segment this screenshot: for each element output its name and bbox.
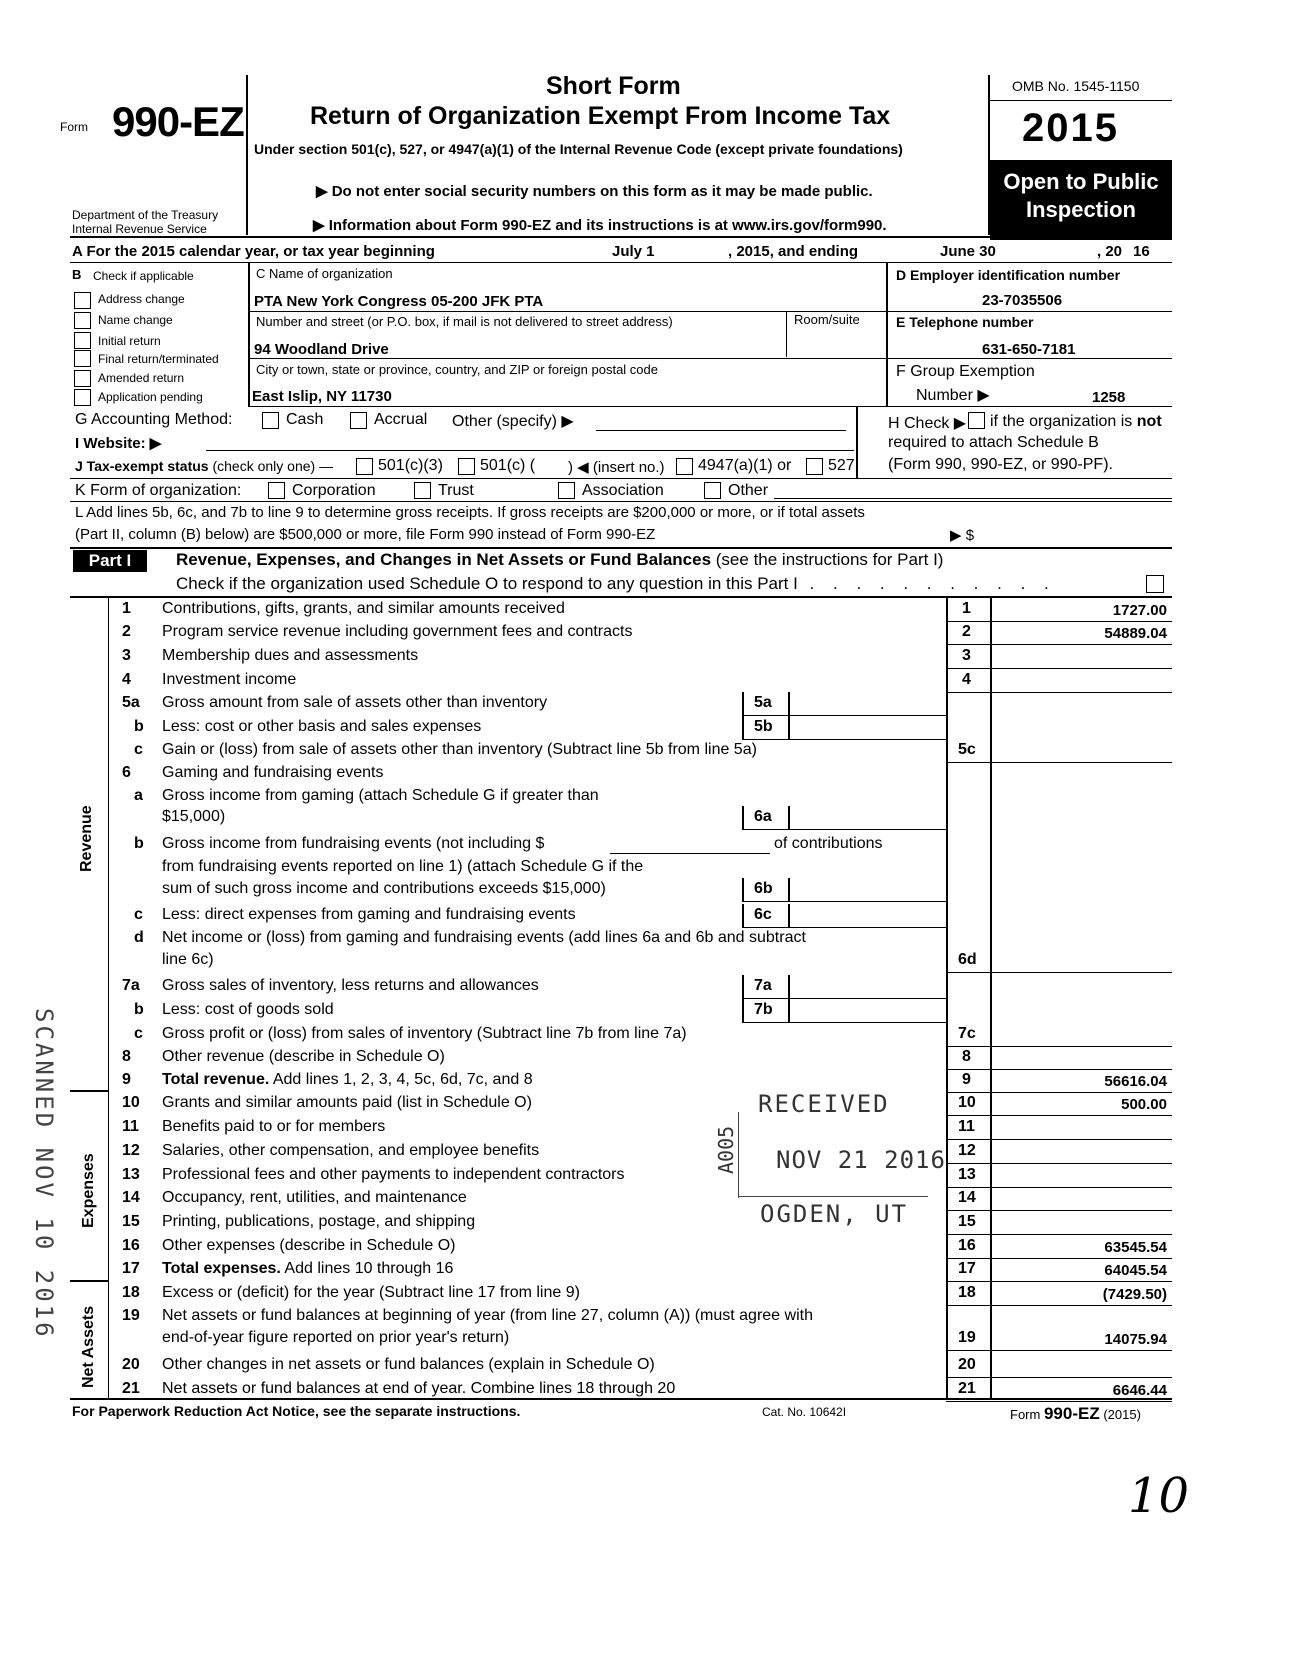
527-checkbox[interactable] xyxy=(806,458,823,475)
room-suite-label: Room/suite xyxy=(794,312,860,327)
schedule-b-checkbox[interactable] xyxy=(968,412,985,429)
subline-box-label: 6b xyxy=(754,880,773,897)
line-amount[interactable]: 14075.94 xyxy=(1104,1331,1167,1348)
phone-value[interactable]: 631-650-7181 xyxy=(982,341,1076,358)
501c-label: 501(c) ( xyxy=(480,457,536,474)
part-1-badge: Part I xyxy=(73,550,147,572)
net-assets-side-label: Net Assets xyxy=(80,1305,97,1388)
form-title: Return of Organization Exempt From Income Tax xyxy=(310,102,891,130)
line-number: 14 xyxy=(122,1189,140,1206)
line-description-tail: of contributions xyxy=(774,835,883,852)
street-label: Number and street (or P.O. box, if mail is not delivered to street address) xyxy=(256,314,673,329)
line-number: 16 xyxy=(122,1237,140,1254)
org-name[interactable]: PTA New York Congress 05-200 JFK PTA xyxy=(254,293,544,310)
line-number: 21 xyxy=(122,1380,140,1397)
corporation-label: Corporation xyxy=(292,482,376,499)
501c-checkbox[interactable] xyxy=(458,458,475,475)
line-box-label: 11 xyxy=(958,1118,975,1135)
line-description: Professional fees and other payments to independent contractors xyxy=(162,1166,625,1183)
line-number: 2 xyxy=(122,623,131,640)
corporation-checkbox[interactable] xyxy=(268,482,285,499)
line-a-mid: , 2015, and ending xyxy=(728,243,859,260)
expenses-side-label: Expenses xyxy=(80,1153,97,1228)
line-number: 3 xyxy=(122,647,131,664)
line-box-label: 14 xyxy=(958,1189,976,1206)
line-box-label: 12 xyxy=(958,1142,976,1159)
application-pending-label: Application pending xyxy=(98,390,203,404)
line-box-label: 3 xyxy=(962,647,971,664)
line-box-label: 17 xyxy=(958,1260,976,1277)
trust-checkbox[interactable] xyxy=(414,482,431,499)
final-return-checkbox[interactable] xyxy=(74,350,91,367)
part-1-title: Revenue, Expenses, and Changes in Net Assets or Fund Balances (see the instructions for Part I) xyxy=(176,550,944,569)
accrual-label: Accrual xyxy=(374,411,428,428)
line-description: Contributions, gifts, grants, and similar amounts received xyxy=(162,600,565,617)
line-number: 19 xyxy=(122,1307,140,1324)
line-number: 5a xyxy=(122,694,140,711)
501c3-label: 501(c)(3) xyxy=(378,457,443,474)
line-box-label: 6d xyxy=(958,951,977,968)
line-amount[interactable]: 63545.54 xyxy=(1104,1239,1167,1256)
line-number: 9 xyxy=(122,1071,131,1088)
line-description-cont: sum of such gross income and contributions exceeds $15,000) xyxy=(162,880,606,897)
subline-box-label: 5a xyxy=(754,694,772,711)
org-name-label: C Name of organization xyxy=(256,266,393,281)
line-description: Program service revenue including government fees and contracts xyxy=(162,623,633,640)
line-amount[interactable]: 500.00 xyxy=(1121,1096,1167,1113)
line-description-cont: line 6c) xyxy=(162,951,214,968)
name-change-label: Name change xyxy=(98,313,173,327)
initial-return-label: Initial return xyxy=(98,334,161,348)
received-code: A005 xyxy=(714,1125,738,1174)
short-form-title: Short Form xyxy=(546,72,681,100)
cat-number: Cat. No. 10642I xyxy=(762,1405,847,1419)
line-a-label: A For the 2015 calendar year, or tax year beginning xyxy=(72,243,435,260)
trust-label: Trust xyxy=(438,482,474,499)
line-number: c xyxy=(134,906,143,923)
line-l-arrow: ▶ $ xyxy=(950,527,975,544)
line-description: Gross profit or (loss) from sales of inventory (Subtract line 7b from line 7a) xyxy=(162,1025,687,1042)
schedule-o-checkbox[interactable] xyxy=(1146,575,1164,593)
line-description: Gross sales of inventory, less returns and allowances xyxy=(162,977,539,994)
tax-year-end: June 30 xyxy=(940,243,996,260)
ein-value[interactable]: 23-7035506 xyxy=(982,292,1063,309)
line-description: Total revenue. Add lines 1, 2, 3, 4, 5c, 6d, 7c, and 8 xyxy=(162,1071,533,1088)
association-checkbox[interactable] xyxy=(558,482,575,499)
final-return-label: Final return/terminated xyxy=(98,352,219,366)
name-change-checkbox[interactable] xyxy=(74,312,91,329)
line-description: Other revenue (describe in Schedule O) xyxy=(162,1048,445,1065)
line-description: Less: cost of goods sold xyxy=(162,1001,334,1018)
4947-checkbox[interactable] xyxy=(676,458,693,475)
amended-return-label: Amended return xyxy=(98,371,185,385)
line-description-cont: $15,000) xyxy=(162,808,226,825)
city-state-zip[interactable]: East Islip, NY 11730 xyxy=(252,388,392,405)
line-a-20: , 20 xyxy=(1097,243,1123,260)
line-number: 1 xyxy=(122,600,131,617)
other-org-label: Other xyxy=(728,482,769,499)
no-ssn-notice: ▶ Do not enter social security numbers on this form as it may be made public. xyxy=(316,183,873,200)
tax-year: 2015 xyxy=(1022,106,1119,150)
line-description: Gaming and fundraising events xyxy=(162,764,384,781)
line-number: 6 xyxy=(122,764,131,781)
line-amount[interactable]: 6646.44 xyxy=(1112,1382,1167,1399)
tax-year-begin: July 1 xyxy=(612,243,655,260)
received-place: OGDEN, UT xyxy=(760,1200,909,1228)
line-number: d xyxy=(134,929,144,946)
line-box-label: 8 xyxy=(962,1048,971,1065)
line-box-label: 18 xyxy=(958,1284,976,1301)
line-description: Gross amount from sale of assets other than inventory xyxy=(162,694,548,711)
received-stamp xyxy=(706,1088,946,1228)
line-description: Grants and similar amounts paid (list in Schedule O) xyxy=(162,1094,532,1111)
line-box-label: 16 xyxy=(958,1237,976,1254)
line-h-text-4: (Form 990, 990-EZ, or 990-PF). xyxy=(888,456,1113,473)
phone-label: E Telephone number xyxy=(896,314,1034,330)
section-b-label: B xyxy=(72,267,82,282)
under-section-text: Under section 501(c), 527, or 4947(a)(1) of the Internal Revenue Code (except private foundations) xyxy=(254,141,903,157)
line-description: Gross income from fundraising events (not including $ xyxy=(162,835,545,852)
501c3-checkbox[interactable] xyxy=(356,458,373,475)
address-change-checkbox[interactable] xyxy=(74,292,91,309)
line-description: Other changes in net assets or fund balances (explain in Schedule O) xyxy=(162,1356,655,1373)
city-label: City or town, state or province, country, and ZIP or foreign postal code xyxy=(256,362,658,377)
line-description: Other expenses (describe in Schedule O) xyxy=(162,1237,456,1254)
line-description: Net assets or fund balances at beginning of year (from line 27, column (A)) (must agree with xyxy=(162,1307,813,1324)
line-number: 15 xyxy=(122,1213,140,1230)
line-description: Gain or (loss) from sale of assets other than inventory (Subtract line 5b from line 5a) xyxy=(162,741,757,758)
group-exemption-number-label: Number ▶ xyxy=(916,387,990,404)
accounting-method-label: G Accounting Method: xyxy=(75,411,233,428)
ein-label: D Employer identification number xyxy=(896,267,1121,283)
line-box-label: 20 xyxy=(958,1356,976,1373)
line-amount[interactable]: (7429.50) xyxy=(1102,1286,1167,1303)
line-number: c xyxy=(134,741,143,758)
line-box-label: 9 xyxy=(962,1071,971,1088)
group-exemption-label: F Group Exemption xyxy=(896,363,1035,380)
scanned-stamp: SCANNED NOV 10 2016 xyxy=(30,1008,58,1340)
527-label: 527 xyxy=(828,457,855,474)
line-number: 10 xyxy=(122,1094,140,1111)
line-description-cont: end-of-year figure reported on prior year's return) xyxy=(162,1329,510,1346)
line-number: 17 xyxy=(122,1260,140,1277)
initial-return-checkbox[interactable] xyxy=(74,332,91,349)
received-date: NOV 21 2016 xyxy=(776,1146,946,1174)
association-label: Association xyxy=(582,482,664,499)
4947-label: 4947(a)(1) or xyxy=(698,457,792,474)
line-box-label: 10 xyxy=(958,1094,976,1111)
line-number: 20 xyxy=(122,1356,140,1373)
amended-return-checkbox[interactable] xyxy=(74,370,91,387)
line-description: Net income or (loss) from gaming and fundraising events (add lines 6a and 6b and subtract xyxy=(162,929,806,946)
page-number-handwritten: 10 xyxy=(1128,1468,1190,1524)
section-b-check: Check if applicable xyxy=(93,269,194,283)
line-description-cont: from fundraising events reported on line 1) (attach Schedule G if the xyxy=(162,858,644,875)
dept-treasury: Department of the Treasury Internal Revenue Service xyxy=(72,208,219,236)
omb-number: OMB No. 1545-1150 xyxy=(1012,78,1140,94)
line-amount[interactable]: 54889.04 xyxy=(1104,625,1167,642)
line-amount[interactable]: 64045.54 xyxy=(1104,1262,1167,1279)
application-pending-checkbox[interactable] xyxy=(74,389,91,406)
form-number: 990-EZ xyxy=(112,98,244,145)
line-l-text-1: L Add lines 5b, 6c, and 7b to line 9 to determine gross receipts. If gross receipts are $200,000 or more, or if total assets xyxy=(75,504,865,521)
line-number: 4 xyxy=(122,671,131,688)
line-h-text-3: required to attach Schedule B xyxy=(888,434,1099,451)
subline-box-label: 7b xyxy=(754,1001,773,1018)
line-box-label: 2 xyxy=(962,623,971,640)
group-exemption-number[interactable]: 1258 xyxy=(1092,389,1126,406)
other-org-checkbox[interactable] xyxy=(704,482,721,499)
line-description: Excess or (deficit) for the year (Subtract line 17 from line 9) xyxy=(162,1284,580,1301)
line-box-label: 5c xyxy=(958,741,976,758)
line-number: b xyxy=(134,835,144,852)
info-notice: ▶ Information about Form 990-EZ and its instructions is at www.irs.gov/form990. xyxy=(313,217,887,234)
line-description: Net assets or fund balances at end of year. Combine lines 18 through 20 xyxy=(162,1380,676,1397)
part-1-check-text: Check if the organization used Schedule O to respond to any question in this Part I . . . . . . . . . . . xyxy=(176,574,1056,593)
line-description: Gross income from gaming (attach Schedule G if greater than xyxy=(162,787,599,804)
line-box-label: 13 xyxy=(958,1166,976,1183)
line-number: b xyxy=(134,718,144,735)
line-description: Occupancy, rent, utilities, and maintenance xyxy=(162,1189,467,1206)
line-l-text-2: (Part II, column (B) below) are $500,000 or more, file Form 990 instead of Form 990-EZ xyxy=(75,526,656,543)
line-number: c xyxy=(134,1025,143,1042)
subline-box-label: 6a xyxy=(754,808,772,825)
line-description: Less: direct expenses from gaming and fundraising events xyxy=(162,906,576,923)
line-number: 8 xyxy=(122,1048,131,1065)
tax-year-end-year: 16 xyxy=(1133,243,1150,260)
line-box-label: 15 xyxy=(958,1213,976,1230)
line-number: 7a xyxy=(122,977,140,994)
line-description: Total expenses. Add lines 10 through 16 xyxy=(162,1260,454,1277)
line-number: 11 xyxy=(122,1118,139,1135)
line-number: 18 xyxy=(122,1284,140,1301)
insert-no-label: ) ◀ (insert no.) xyxy=(568,459,665,476)
subline-box-label: 7a xyxy=(754,977,772,994)
address-change-label: Address change xyxy=(98,292,185,306)
footer-form: Form 990-EZ (2015) xyxy=(1010,1404,1141,1423)
line-description: Printing, publications, postage, and shipping xyxy=(162,1213,476,1230)
line-number: b xyxy=(134,1001,144,1018)
line-box-label: 4 xyxy=(962,671,971,688)
line-description: Salaries, other compensation, and employee benefits xyxy=(162,1142,540,1159)
line-description: Investment income xyxy=(162,671,297,688)
received-text: RECEIVED xyxy=(758,1090,890,1118)
other-specify-label: Other (specify) ▶ xyxy=(452,413,574,430)
line-amount[interactable]: 1727.00 xyxy=(1112,602,1167,619)
line-box-label: 19 xyxy=(958,1329,976,1346)
form-of-org-label: K Form of organization: xyxy=(75,482,242,499)
website-label: I Website: ▶ xyxy=(75,435,162,452)
line-description: Less: cost or other basis and sales expenses xyxy=(162,718,482,735)
subline-box-label: 5b xyxy=(754,718,773,735)
revenue-side-label: Revenue xyxy=(78,805,95,872)
line-number: 13 xyxy=(122,1166,140,1183)
line-box-label: 1 xyxy=(962,600,971,617)
line-h-text-2: if the organization is not xyxy=(990,413,1162,430)
line-h-text: H Check ▶ xyxy=(888,415,967,432)
line-box-label: 7c xyxy=(958,1025,976,1042)
line-description: Benefits paid to or for members xyxy=(162,1118,386,1135)
open-to-public-badge: Open to Public Inspection xyxy=(990,160,1172,240)
accrual-checkbox[interactable] xyxy=(350,412,367,429)
line-description: Membership dues and assessments xyxy=(162,647,419,664)
line-amount[interactable]: 56616.04 xyxy=(1104,1073,1167,1090)
subline-box-label: 6c xyxy=(754,906,772,923)
street-address[interactable]: 94 Woodland Drive xyxy=(254,341,389,358)
cash-checkbox[interactable] xyxy=(262,412,279,429)
paperwork-notice: For Paperwork Reduction Act Notice, see the separate instructions. xyxy=(72,1403,521,1419)
line-number: a xyxy=(134,787,143,804)
form-label: Form xyxy=(60,120,88,134)
cash-label: Cash xyxy=(286,411,324,428)
line-box-label: 21 xyxy=(958,1380,976,1397)
line-number: 12 xyxy=(122,1142,140,1159)
tax-exempt-status-label: J Tax-exempt status (check only one) — xyxy=(75,458,334,474)
